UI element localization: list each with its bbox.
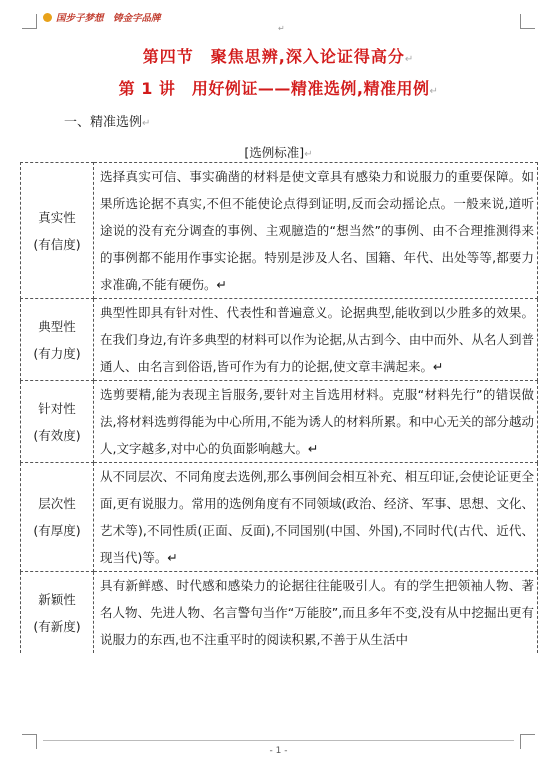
paragraph-mark: ↵ [142,118,151,129]
paragraph-mark: ↵ [404,54,415,65]
row-label: 层次性 [38,496,76,511]
table-row [21,572,538,654]
row-text: 典型性即具有针对性、代表性和普遍意义。论据典型,能收到以少胜多的效果。在我们身边,有许多典型的材料可以作为论据,从古到今、由中而外、从名人到普通人、由名言到俗语,皆可作为有力的论据,使文章丰满起来。↵ [94,299,538,381]
row-text: 具有新鲜感、时代感和感染力的论据往往能吸引人。有的学生把领袖人物、著名人物、先进人物、名言警句当作“万能胶”,而且多年不变,没有从中挖掘出更有说服力的东西,也不注重平时的阅读积累,不善于从生活中 [94,572,538,654]
row-sublabel: (有力度) [33,345,81,361]
row-text: 选择真实可信、事实确凿的材料是使文章具有感染力和说服力的重要保障。如果所选论据不真实,不但不能使论点得到证明,反而会动摇论点。一般来说,道听途说的没有充分调查的事例、主观臆造的“想当然”的事例、由不合理推测得来的事例都不能用作事实论据。特别是涉及人名、国籍、年代、出处等等,都要力求准确,不能有硬伤。↵ [94,163,538,299]
row-text: 选剪要精,能为表现主旨服务,要针对主旨选用材料。克服“材料先行”的错误做法,将材料选剪得能为中心所用,不能为诱人的材料所累。和中心无关的部分越动人,文字越多,对中心的负面影响越大。↵ [94,381,538,463]
row-label-cell [21,163,94,299]
row-label: 真实性 [38,209,76,225]
row-label-cell [21,572,94,654]
lecture-title: 第 1 讲 用好例证——精准选例,精准用例↵ [118,79,439,98]
row-label-cell [21,381,94,463]
criteria-table [20,162,538,653]
logo-icon [43,13,52,22]
page-number: - 1 - [269,746,288,756]
header-logo-text: 国步子梦想 铸金字品牌 [56,13,161,24]
table-row [21,163,538,299]
section-heading: 一、精准选例↵ [64,115,151,130]
row-text: 从不同层次、不同角度去选例,那么事例间会相互补充、相互印证,会使论证更全面,更有说服力。常用的选例角度有不同领域(政治、经济、军事、思想、文化、艺术等),不同性质(正面、反面),不同国别(中国、外国),不同时代(古代、近代、现当代)等。↵ [94,463,538,572]
header-paragraph-mark: ↵ [278,24,285,33]
table-row [21,463,538,572]
row-label: 新颖性 [38,591,76,607]
footer-divider [43,740,514,741]
section-title: 第四节 聚焦思辨,深入论证得高分↵ [142,47,415,66]
crop-mark-top-left [22,14,37,29]
paragraph-mark: ↵ [304,149,313,160]
table-caption: [选例标准]↵ [244,145,313,160]
row-label: 典型性 [38,318,76,334]
row-sublabel: (有信度) [33,236,81,252]
header-logo [43,10,161,24]
table-row [21,299,538,381]
row-sublabel: (有厚度) [33,523,81,538]
row-label: 针对性 [38,400,76,416]
row-label-cell [21,463,94,572]
crop-mark-top-right [520,14,535,29]
row-sublabel: (有效度) [33,427,81,443]
row-label-cell [21,299,94,381]
paragraph-mark: ↵ [429,86,439,97]
row-sublabel: (有新度) [33,618,81,634]
table-row [21,381,538,463]
